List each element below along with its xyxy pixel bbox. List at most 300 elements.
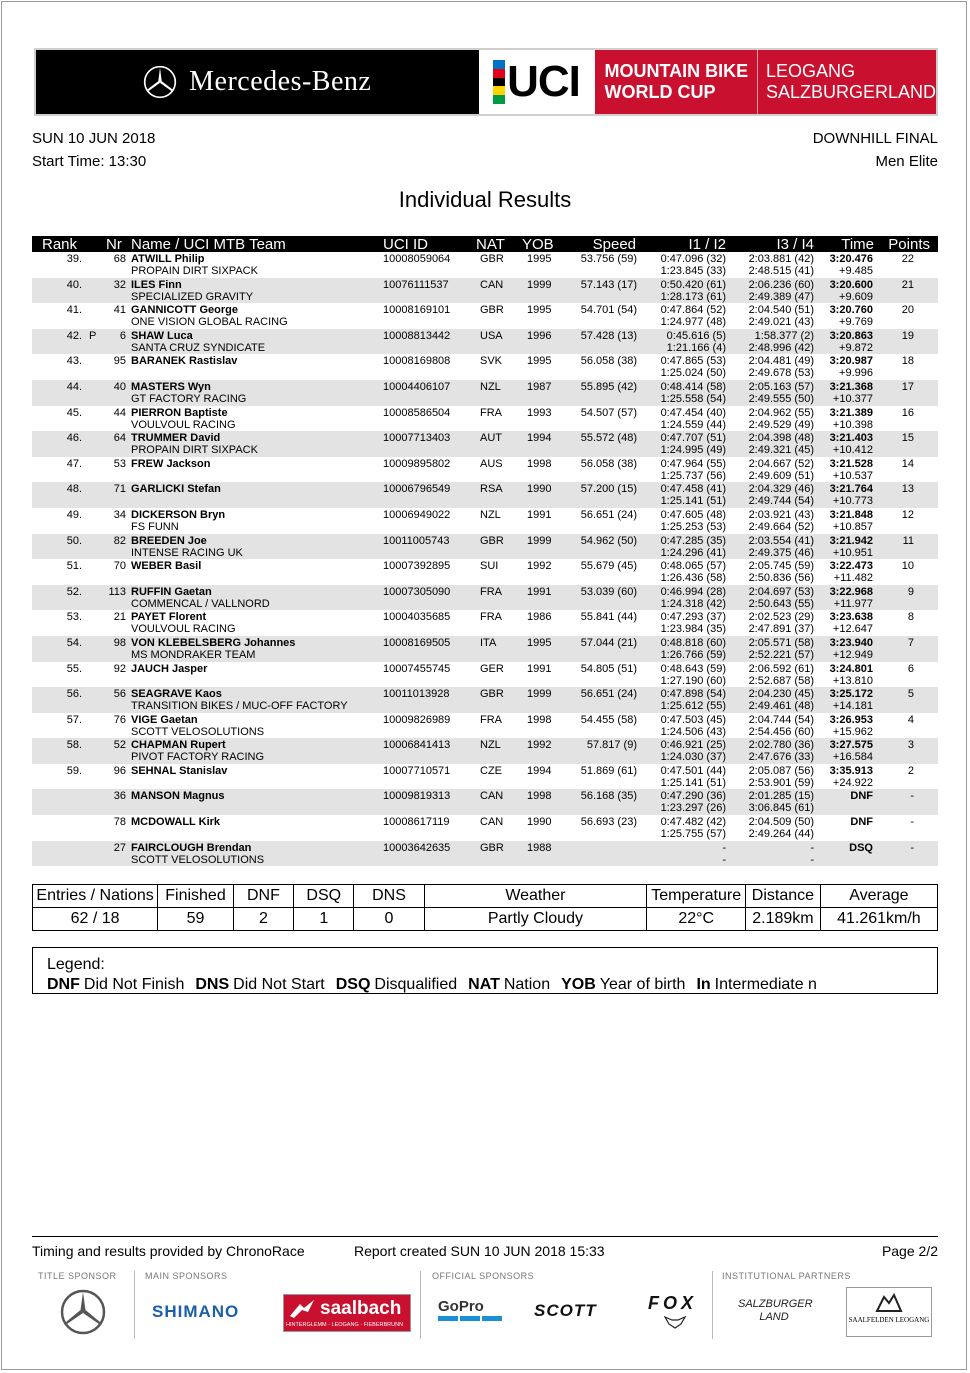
cell-gap: +10.773 <box>832 495 873 508</box>
page-number: Page 2/2 <box>881 1243 938 1259</box>
institutional-partners-label: INSTITUTIONAL PARTNERS <box>722 1271 851 1281</box>
summary-value-cell: 62 / 18 <box>33 908 158 931</box>
sponsor-divider <box>420 1271 421 1339</box>
official-sponsors-label: OFFICIAL SPONSORS <box>432 1271 535 1281</box>
legend-title: Legend: <box>47 956 105 973</box>
cell-time: 3:22.473 <box>829 560 873 573</box>
cell-i1: 0:47.864 (52) <box>660 304 726 317</box>
cell-time: DNF <box>850 816 873 829</box>
cell-team: GT FACTORY RACING <box>131 392 247 405</box>
cell-i1: 0:47.605 (48) <box>660 508 726 521</box>
cell-points: - <box>910 790 914 803</box>
series-line-2: WORLD CUP <box>604 82 716 102</box>
gopro-wordmark: GoPro <box>438 1298 484 1315</box>
cell-uci-id: 10008059064 <box>383 253 451 265</box>
cell-points: 18 <box>901 355 914 368</box>
cell-i4: 2:49.664 (52) <box>748 520 814 533</box>
cell-time: 3:24.801 <box>829 662 873 675</box>
cell-i4: 2:49.389 (47) <box>748 290 814 303</box>
series-line-1: MOUNTAIN BIKE <box>604 61 749 81</box>
cell-gap: +11.482 <box>833 572 873 585</box>
cell-team: VOULVOUL RACING <box>131 418 236 431</box>
col-yob: YOB <box>522 236 554 253</box>
timing-credit: Timing and results provided by ChronoRace <box>32 1243 305 1259</box>
cell-nr: 27 <box>113 841 126 854</box>
cell-i2: 1:26.766 (59) <box>660 648 726 661</box>
cell-nat: GBR <box>480 688 504 701</box>
cell-name: RUFFIN Gaetan <box>131 585 212 598</box>
summary-header-cell: Finished <box>158 885 234 908</box>
cell-name: CHAPMAN Rupert <box>131 739 226 752</box>
cell-time: 3:22.968 <box>829 585 873 598</box>
cell-rank: 58. <box>66 739 82 752</box>
cell-i1: 0:47.898 (54) <box>660 688 726 701</box>
results-table <box>32 236 938 866</box>
cell-i3: 2:03.921 (43) <box>748 508 814 521</box>
cell-i1: 0:47.096 (32) <box>660 253 726 265</box>
cell-team: PIVOT FACTORY RACING <box>131 751 265 764</box>
cell-i4: 2:50.643 (55) <box>748 597 814 610</box>
cell-nr: 52 <box>113 739 126 752</box>
cell-i2: 1:24.318 (42) <box>660 597 726 610</box>
cell-rank: 49. <box>66 508 82 521</box>
main-sponsors-label: MAIN SPONSORS <box>145 1271 228 1281</box>
cell-points: 14 <box>901 457 914 470</box>
cell-i4: 2:48.515 (41) <box>748 265 814 277</box>
cell-i2: 1:24.296 (41) <box>660 546 726 559</box>
table-row <box>32 380 938 406</box>
cell-points: - <box>910 816 914 829</box>
cell-speed: 54.805 (51) <box>580 662 637 675</box>
cell-rank: 56. <box>66 688 82 701</box>
cell-team: ONE VISION GLOBAL RACING <box>131 316 288 329</box>
cell-uci-id: 10008169808 <box>383 355 451 368</box>
cell-time: DSQ <box>849 841 873 854</box>
event-date: SUN 10 JUN 2018 <box>32 130 156 147</box>
cell-points: 19 <box>901 329 914 342</box>
summary-header-row <box>33 885 938 908</box>
cell-nr: 21 <box>113 611 126 624</box>
cell-yob: 1991 <box>527 662 552 675</box>
cell-uci-id: 10008617119 <box>383 816 450 829</box>
saalfelden-emblem-icon <box>874 1291 904 1315</box>
cell-nr: 6 <box>119 329 126 342</box>
saalbach-wordmark: saalbach <box>320 1298 402 1319</box>
table-row <box>32 559 938 585</box>
cell-nr: 40 <box>113 380 126 393</box>
cell-nat: NZL <box>480 739 501 752</box>
cell-team: FS FUNN <box>131 520 179 533</box>
cell-team: INTENSE RACING UK <box>131 546 243 559</box>
cell-name: BREEDEN Joe <box>131 534 207 547</box>
cell-name: VIGE Gaetan <box>131 713 198 726</box>
cell-nr: 68 <box>113 253 126 265</box>
cell-gap: +9.609 <box>839 290 873 303</box>
cell-points: 9 <box>907 585 914 598</box>
cell-i1: 0:50.420 (61) <box>660 278 726 291</box>
cell-nr: 34 <box>113 508 126 521</box>
cell-i1: 0:48.818 (60) <box>660 636 726 649</box>
cell-i1: 0:47.707 (51) <box>660 432 726 445</box>
results-body <box>32 252 938 866</box>
cell-i2: 1:27.190 (60) <box>660 674 726 687</box>
report-created: Report created SUN 10 JUN 2018 15:33 <box>354 1243 605 1259</box>
cell-i3: 2:02.523 (29) <box>748 611 814 624</box>
cell-time: 3:23.638 <box>829 611 873 624</box>
cell-points: 7 <box>907 636 914 649</box>
sponsor-divider <box>134 1271 135 1339</box>
cell-i1: 0:47.501 (44) <box>660 764 726 777</box>
scott-logo: SCOTT <box>534 1301 597 1320</box>
cell-i2: 1:28.173 (61) <box>660 290 726 303</box>
cell-yob: 1995 <box>527 304 552 317</box>
cell-rank: 55. <box>66 662 82 675</box>
cell-i2: 1:24.506 (43) <box>660 725 726 738</box>
cell-speed: 57.143 (17) <box>580 278 637 291</box>
cell-yob: 1990 <box>527 483 552 496</box>
legend-abbr: NAT <box>468 976 500 993</box>
cell-nr: 98 <box>113 636 126 649</box>
fox-head-icon <box>664 1315 686 1329</box>
legend-text: Did Not Start <box>233 976 325 993</box>
cell-i2: 1:24.995 (49) <box>660 444 726 457</box>
table-row <box>32 687 938 713</box>
cell-i4: 2:49.461 (48) <box>748 700 814 713</box>
cell-nr: 41 <box>113 304 126 317</box>
cell-points: 22 <box>901 253 914 265</box>
cell-yob: 1999 <box>527 688 552 701</box>
cell-points: 17 <box>901 380 914 393</box>
cell-uci-id: 10007392895 <box>383 560 451 573</box>
cell-nat: SUI <box>480 560 499 573</box>
cell-name: FREW Jackson <box>131 457 211 470</box>
cell-nat: CZE <box>480 764 502 777</box>
cell-yob: 1994 <box>527 764 552 777</box>
cell-i4: 2:49.321 (45) <box>748 444 814 457</box>
cell-i1: 0:47.964 (55) <box>660 457 726 470</box>
cell-nat: NZL <box>480 380 501 393</box>
cell-rank: 40. <box>66 278 82 291</box>
cell-nr: 36 <box>113 790 126 803</box>
legend-text: Intermediate n <box>714 976 817 993</box>
legend-text: Year of birth <box>599 976 686 993</box>
cell-team: SCOTT VELOSOLUTIONS <box>131 725 265 738</box>
cell-rank: 51. <box>66 560 82 573</box>
table-row <box>32 406 938 432</box>
start-time: Start Time: 13:30 <box>32 153 147 170</box>
cell-points: 20 <box>901 304 914 317</box>
cell-time: 3:21.848 <box>829 508 873 521</box>
cell-speed: 55.895 (42) <box>580 380 637 393</box>
cell-rank: 48. <box>66 483 82 496</box>
cell-i3: 2:05.087 (56) <box>748 764 814 777</box>
cell-i3: 2:05.745 (59) <box>748 560 814 573</box>
cell-name: SEAGRAVE Kaos <box>131 688 222 701</box>
cell-name: PIERRON Baptiste <box>131 406 228 419</box>
cell-i3: 2:04.509 (50) <box>748 816 814 829</box>
cell-uci-id: 10006841413 <box>383 739 451 752</box>
cell-points: 10 <box>901 560 914 573</box>
cell-points: 8 <box>907 611 914 624</box>
cell-nat: GER <box>480 662 504 675</box>
cell-i2: 1:25.024 (50) <box>660 367 726 380</box>
cell-gap: +9.872 <box>839 341 873 354</box>
cell-speed: 54.962 (50) <box>580 534 637 547</box>
cell-i3: 2:06.592 (61) <box>748 662 814 675</box>
table-row <box>32 431 938 457</box>
cell-time: 3:20.987 <box>829 355 873 368</box>
cell-uci-id: 10008169505 <box>383 636 451 649</box>
cell-i1: 0:47.290 (36) <box>660 790 726 803</box>
cell-uci-id: 10007305090 <box>383 585 451 598</box>
cell-gap: +14.181 <box>832 700 873 713</box>
cell-i3: 2:04.962 (55) <box>748 406 814 419</box>
cell-name: SEHNAL Stanislav <box>131 764 228 777</box>
cell-i4: 2:47.891 (37) <box>748 623 814 636</box>
cell-points: 12 <box>901 508 914 521</box>
cell-nr: 32 <box>113 278 126 291</box>
mercedes-star-icon <box>143 65 177 99</box>
cell-rank: 42. <box>66 329 82 342</box>
table-row <box>32 534 938 560</box>
cell-nat: USA <box>480 329 503 342</box>
title-sponsor-label: TITLE SPONSOR <box>38 1271 117 1281</box>
cell-nat: RSA <box>480 483 503 496</box>
summary-value-cell: Partly Cloudy <box>424 908 647 931</box>
cell-yob: 1993 <box>527 406 552 419</box>
cell-speed: 56.168 (35) <box>580 790 637 803</box>
mercedes-star-icon <box>54 1288 112 1336</box>
cell-time: DNF <box>850 790 873 803</box>
cell-nr: 95 <box>113 355 126 368</box>
cell-uci-id: 10007455745 <box>383 662 451 675</box>
cell-points: 11 <box>902 534 914 547</box>
cell-speed: 54.507 (57) <box>580 406 637 419</box>
gopro-logo <box>438 1298 502 1321</box>
col-points: Points <box>888 236 930 253</box>
cell-i1: 0:47.458 (41) <box>660 483 726 496</box>
table-row <box>32 354 938 380</box>
cell-points: 13 <box>901 483 914 496</box>
venue-line-1: LEOGANG <box>765 61 855 81</box>
cell-gap: +12.647 <box>832 623 873 636</box>
cell-gap: +10.857 <box>832 520 873 533</box>
table-row <box>32 482 938 508</box>
cell-yob: 1990 <box>527 816 552 829</box>
cell-nr: 92 <box>113 662 126 675</box>
cell-uci-id: 10009826989 <box>383 713 451 726</box>
cell-speed: 56.651 (24) <box>580 688 637 701</box>
cell-name: ATWILL Philip <box>131 253 205 265</box>
cell-nat: AUS <box>480 457 503 470</box>
cell-nr: 96 <box>113 764 126 777</box>
cell-rank: 59. <box>66 764 82 777</box>
table-row <box>32 329 938 355</box>
cell-i4: 2:49.678 (53) <box>748 367 814 380</box>
saalbach-bird-icon <box>288 1298 316 1320</box>
cell-speed: 53.756 (59) <box>580 253 637 265</box>
cell-i2: 1:25.755 (57) <box>660 828 726 841</box>
cell-uci-id: 10007713403 <box>383 432 451 445</box>
table-row <box>32 457 938 483</box>
uci-wordmark: UCI <box>507 57 580 106</box>
cell-name: MASTERS Wyn <box>131 380 211 393</box>
cell-i4: 2:49.744 (54) <box>748 495 814 508</box>
cell-i3: 2:03.881 (42) <box>748 253 814 265</box>
cell-points: 4 <box>907 713 914 726</box>
cell-yob: 1991 <box>527 508 552 521</box>
cell-gap: +9.485 <box>839 265 873 277</box>
cell-i4: 2:49.021 (43) <box>748 316 814 329</box>
saalfelden-wordmark: SAALFELDEN LEOGANG <box>848 1316 930 1324</box>
cell-time: 3:23.940 <box>829 636 873 649</box>
cell-speed: 55.679 (45) <box>580 560 637 573</box>
cell-rank: 43. <box>66 355 82 368</box>
cell-rank: 44. <box>66 380 82 393</box>
cell-yob: 1999 <box>527 534 552 547</box>
cell-points: 15 <box>901 432 914 445</box>
table-row <box>32 508 938 534</box>
cell-speed: 57.817 (9) <box>586 739 637 752</box>
cell-time: 3:20.600 <box>829 278 873 291</box>
cell-nat: NZL <box>480 508 501 521</box>
cell-nat: GBR <box>480 304 504 317</box>
cell-i3: 2:04.540 (51) <box>748 304 814 317</box>
summary-header-cell: DNF <box>233 885 293 908</box>
footer-divider <box>32 1236 938 1237</box>
cell-i2: 1:25.737 (56) <box>660 469 726 482</box>
cell-time: 3:20.760 <box>829 304 873 317</box>
cell-uci-id: 10011013928 <box>383 688 450 701</box>
cell-i2: 1:24.030 (37) <box>660 751 726 764</box>
saalfelden-leogang-logo <box>846 1287 932 1337</box>
cell-i3: 1:58.377 (2) <box>754 329 814 342</box>
cell-i3: 2:05.571 (58) <box>748 636 814 649</box>
cell-gap: +11.977 <box>833 597 873 610</box>
cell-nat: GBR <box>480 841 504 854</box>
summary-table <box>32 884 938 931</box>
cell-i3: 2:04.744 (54) <box>748 713 814 726</box>
cell-nat: AUT <box>480 432 502 445</box>
cell-time: 3:25.172 <box>829 688 873 701</box>
cell-gap: +13.810 <box>832 674 873 687</box>
cell-points: 5 <box>907 688 914 701</box>
cell-points: 21 <box>901 278 914 291</box>
legend-abbr: DNS <box>195 976 230 993</box>
cell-i2: 1:25.612 (55) <box>660 700 726 713</box>
cell-i3: 2:03.554 (41) <box>748 534 814 547</box>
cell-yob: 1988 <box>527 841 552 854</box>
cell-team: SCOTT VELOSOLUTIONS <box>131 853 265 866</box>
cell-points: 16 <box>901 406 914 419</box>
col-speed: Speed <box>592 236 636 253</box>
cell-name: DICKERSON Bryn <box>131 508 226 521</box>
salzburgerland-logo: SALZBURGER LAND <box>738 1298 813 1323</box>
cell-i4: - <box>810 853 814 866</box>
cell-name: GARLICKI Stefan <box>131 483 221 496</box>
cell-nat: FRA <box>480 585 502 598</box>
cell-yob: 1996 <box>527 329 552 342</box>
cell-i4: 2:52.687 (58) <box>748 674 814 687</box>
table-row <box>32 585 938 611</box>
cell-time: 3:26.953 <box>829 713 873 726</box>
table-row <box>32 738 938 764</box>
venue-label <box>757 50 936 114</box>
cell-i1: 0:48.065 (57) <box>660 560 726 573</box>
cell-i2: 1:25.253 (53) <box>660 520 726 533</box>
cell-name: GANNICOTT George <box>131 304 238 317</box>
summary-value-cell: 1 <box>294 908 354 931</box>
cell-points: 2 <box>907 764 914 777</box>
cell-i2: 1:25.141 (51) <box>660 776 726 789</box>
cell-uci-id: 10007710571 <box>383 764 451 777</box>
cell-speed: 57.044 (21) <box>580 636 637 649</box>
table-row <box>32 610 938 636</box>
cell-points: 3 <box>907 739 914 752</box>
saalbach-logo <box>283 1294 411 1332</box>
cell-speed: 55.841 (44) <box>580 611 637 624</box>
cell-i3: 2:04.667 (52) <box>748 457 814 470</box>
cell-yob: 1994 <box>527 432 552 445</box>
table-row <box>32 815 938 841</box>
cell-i3: 2:04.329 (46) <box>748 483 814 496</box>
summary-header-cell: Average <box>820 885 937 908</box>
cell-nr: 76 <box>113 713 126 726</box>
summary-header-cell: Distance <box>746 885 821 908</box>
cell-nat: FRA <box>480 611 502 624</box>
cell-nr: 53 <box>113 457 126 470</box>
cell-i1: 0:47.293 (37) <box>660 611 726 624</box>
cell-i4: 2:48.996 (42) <box>748 341 814 354</box>
cell-name: VON KLEBELSBERG Johannes <box>131 636 296 649</box>
cell-name: MCDOWALL Kirk <box>131 816 221 829</box>
shimano-logo: SHIMANO <box>152 1302 240 1321</box>
cell-nat: FRA <box>480 713 502 726</box>
col-name: Name / UCI MTB Team <box>131 236 286 253</box>
cell-i2: 1:23.845 (33) <box>660 265 726 277</box>
cell-team: SPECIALIZED GRAVITY <box>131 290 254 303</box>
sponsor-divider <box>712 1271 713 1339</box>
cell-nat: GBR <box>480 534 504 547</box>
cell-speed: 55.572 (48) <box>580 432 637 445</box>
cell-nr: 78 <box>113 816 126 829</box>
results-header <box>32 236 938 252</box>
cell-yob: 1992 <box>527 739 552 752</box>
cell-i4: 2:49.609 (51) <box>748 469 814 482</box>
cell-yob: 1991 <box>527 585 552 598</box>
saalbach-subtitle: HINTERGLEMM · LEOGANG · FIEBERBRUNN <box>286 1322 404 1328</box>
cell-rank: 41. <box>66 304 82 317</box>
cell-speed: 57.428 (13) <box>580 329 637 342</box>
cell-i2: 1:21.166 (4) <box>666 341 726 354</box>
cell-i1: 0:48.414 (58) <box>660 380 726 393</box>
cell-yob: 1998 <box>527 790 552 803</box>
cell-yob: 1987 <box>527 380 552 393</box>
cell-speed: 56.693 (23) <box>580 816 637 829</box>
cell-team: PROPAIN DIRT SIXPACK <box>131 265 258 277</box>
uci-rainbow-stripes <box>493 60 505 104</box>
col-nr: Nr <box>106 236 122 253</box>
col-time: Time <box>841 236 874 253</box>
world-cup-label <box>595 50 757 114</box>
legend-abbr: DSQ <box>335 976 371 993</box>
cell-i4: 2:53.901 (59) <box>748 776 814 789</box>
cell-yob: 1999 <box>527 278 552 291</box>
col-nat: NAT <box>476 236 505 253</box>
cell-name: TRUMMER David <box>131 432 221 445</box>
summary-value-cell: 0 <box>354 908 424 931</box>
cell-nat: SVK <box>480 355 503 368</box>
